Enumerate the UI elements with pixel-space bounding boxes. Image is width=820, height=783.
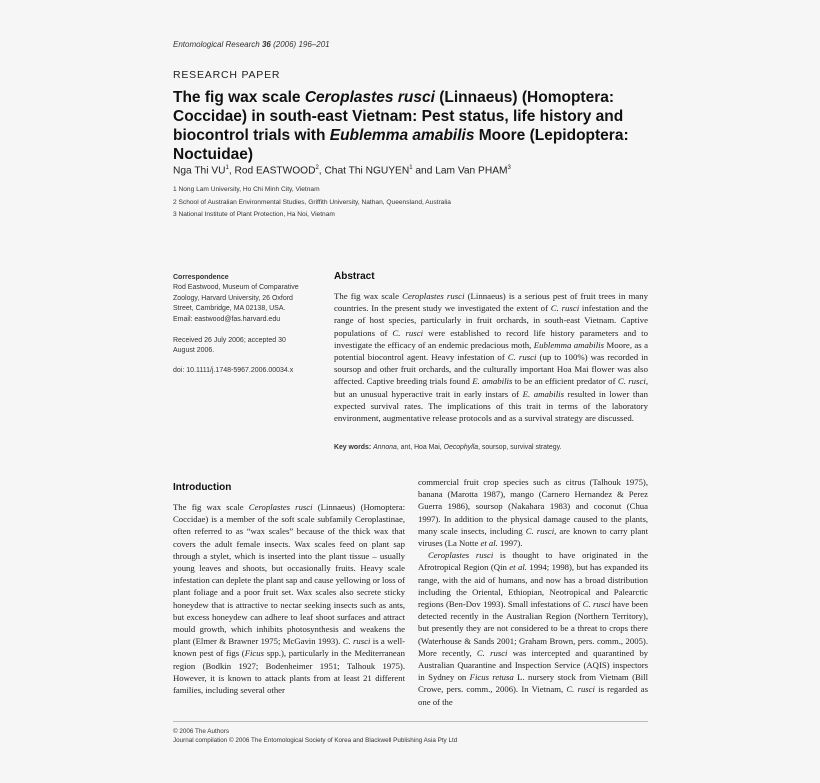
affiliation-3: 3 National Institute of Plant Protection, Ha Noi, Vietnam xyxy=(173,211,335,219)
text-segment: , soursop, survival strategy. xyxy=(478,444,562,451)
text-segment: (up to 100%) was recorded in soursop and other fruit orchards, and the culturally important Hoa Mai flower was also affected. Captive breeding trials found xyxy=(334,352,648,387)
received-line: August 2006. xyxy=(173,347,215,355)
footer-copyright: © 2006 The Authors xyxy=(173,728,229,735)
italic-text-segment: C. rusci xyxy=(476,647,508,658)
text-segment: infestation and the range of host species, particularly in fruit orchards, in south-east Vietnam. Captive populations of xyxy=(334,303,648,338)
italic-text-segment: C. rusci xyxy=(617,376,646,387)
keywords-label: Key words: xyxy=(334,444,372,451)
correspondence-email[interactable]: Email: eastwood@fas.harvard.edu xyxy=(173,315,281,323)
italic-text-segment: Eublemma amabilis xyxy=(533,339,605,350)
italic-text-segment: et al. xyxy=(480,538,498,549)
introduction-paragraph xyxy=(418,549,648,708)
author-list xyxy=(173,165,511,176)
correspondence-line: Street, Cambridge, MA 02138, USA. xyxy=(173,305,286,313)
text-segment: The fig wax scale xyxy=(173,502,249,512)
title-part-2: (Linnaeus) (Homoptera: Coccidae) in south-east Vietnam: Pest status, life history and biocontrol trials with xyxy=(173,89,624,144)
journal-name: Entomological Research xyxy=(173,40,260,49)
text-segment: 1994; 1998), but has expanded its range, with the aid of humans, and now has a broad distribution including the Oriental, Ethiopian, Neotropical and Palearctic regions (Ben-Dov 1993). Small infestations of xyxy=(418,562,649,610)
affiliations xyxy=(173,184,451,222)
text-segment: to be an efficient predator of xyxy=(512,376,618,387)
text-segment: have been detected recently in the Australian Region (Northern Territory), but presently they are not considered to be a threat to crops there (Waterhouse & Sands 2001; Graham Brown, pers. comm., 2005). More recently, xyxy=(418,599,648,658)
author-affiliation-mark: 1 xyxy=(409,165,413,171)
italic-text-segment: E. amabilis xyxy=(522,388,564,399)
author-affiliation-mark: 2 xyxy=(315,165,319,171)
doi[interactable]: doi: 10.1111/j.1748-5967.2006.00034.x xyxy=(173,367,294,374)
text-segment: were established to record life history parameters and to investigate the efficacy of an endemic predacious moth, xyxy=(334,327,648,350)
italic-text-segment: Ficus retusa xyxy=(469,672,514,683)
italic-text-segment: C. rusci xyxy=(507,352,537,363)
affiliation-1: 1 Nong Lam University, Ho Chi Minh City, Vietnam xyxy=(173,186,320,193)
author-name: , Chat Thi NGUYEN xyxy=(318,165,410,177)
introduction-paragraph xyxy=(418,477,648,548)
text-segment: commercial fruit crop species such as citrus (Talhouk 1975), banana (Marotta 1987), mango (Carnero Hernandez & Perez Guerra 1986), soursop (Nakahara 1983) and coconut (Chua 1997). In addition to the physical damage caused to the plants, many scale insects, including xyxy=(418,477,648,536)
journal-pages: (2006) 196–201 xyxy=(273,40,330,49)
text-segment: , but an unusual hyperactive trait in early instars of xyxy=(334,376,649,399)
title-part-1: The fig wax scale xyxy=(173,89,305,106)
correspondence-heading: Correspondence xyxy=(173,274,229,281)
footer-divider xyxy=(173,721,648,722)
footer-journal-compilation: Journal compilation © 2006 The Entomological Society of Korea and Blackwell Publishing Asia Pty Ltd xyxy=(173,737,458,745)
text-segment: spp.), particularly in the Mediterranean region (Bodkin 1927; Bodenheimer 1951; Talhouk 1975). However, it is known to attack plants from at least 21 different families, including several other xyxy=(173,648,405,696)
paper-title xyxy=(173,88,663,164)
section-label: RESEARCH PAPER xyxy=(173,69,281,81)
text-segment: The fig wax scale xyxy=(334,291,403,301)
text-segment: Moore, as a potential biocontrol agent. Heavy infestation of xyxy=(334,339,648,363)
affiliation-2: 2 School of Australian Environmental Studies, Griffith University, Nathan, Queensland, Australia xyxy=(173,198,451,206)
keywords-list xyxy=(371,444,561,451)
italic-text-segment: C. rusci xyxy=(392,327,424,338)
text-segment: , are known to carry plant viruses (La Notte xyxy=(418,525,648,549)
keywords xyxy=(334,444,648,451)
text-segment: (Linnaeus) is a serious pest of fruit trees in many countries. In the present study we investigated the extent of xyxy=(334,291,648,314)
italic-text-segment: C. rusci xyxy=(582,599,611,610)
text-segment: resulted in lower than expected survival rates. The implications of this trait in terms of the laboratory environment, augmentative release protocols and as a survival strategy are discussed. xyxy=(334,388,648,424)
correspondence-line: Zoology, Harvard University, 26 Oxford xyxy=(173,294,293,302)
author-affiliation-mark: 1 xyxy=(225,165,229,171)
italic-text-segment: et al. xyxy=(509,562,527,573)
text-segment: was intercepted and quarantined by Australian Quarantine and Inspection Service (AQIS) inspectors in Sydney on xyxy=(418,647,649,683)
italic-text-segment: Annona xyxy=(373,444,397,451)
footer xyxy=(173,727,457,746)
text-segment: is thought to have originated in the Afrotropical Region (Qin xyxy=(418,550,648,573)
correspondence-line: Rod Eastwood, Museum of Comparative xyxy=(173,284,299,292)
text-segment: L. nursery stock from Vietnam (Bill Crowe, pers. comm., 2006). In Vietnam, xyxy=(418,672,649,695)
received-dates xyxy=(173,336,323,357)
title-agent: Eublemma amabilis xyxy=(329,127,475,144)
introduction-column-right xyxy=(418,476,648,708)
journal-citation xyxy=(173,40,330,49)
abstract-body xyxy=(334,290,648,424)
introduction-column-left xyxy=(173,501,405,696)
title-part-3: Moore (Lepidoptera: Noctuidae) xyxy=(173,127,629,163)
italic-text-segment: C. rusci xyxy=(550,303,580,314)
abstract-heading: Abstract xyxy=(334,271,375,282)
italic-text-segment: Ceroplastes rusci xyxy=(402,291,465,301)
text-segment: 1997). xyxy=(497,538,523,549)
author-affiliation-mark: 3 xyxy=(507,165,511,171)
text-segment: is regarded as one of the xyxy=(418,684,649,707)
italic-text-segment: Oecophylla xyxy=(443,444,479,451)
text-segment: (Linnaeus) (Homoptera: Coccidae) is a member of the soft scale subfamily Ceroplastinae, often referred to as “wax scales” because of the thick wax that covers the adult female insects. Wax scales feed on plant sap through a stylet, which is inserted into the plant tissue – usually young leaves and shoots, but occasionally fruits. Heavy scale infestation can deplete the plant sap and cause yellowing or loss of plant foliage and a poor fruit set. Wax scales also secrete sticky honeydew that is attractive to nectar seeking insects such as ants, but excess honeydew can adhere to leaf shoot surfaces and attract mould growth, which inhibits photosynthesis and weakens the plant (Elmer & Brawner 1975; McGavin 1993). xyxy=(173,502,405,647)
italic-text-segment: C. rusci xyxy=(566,684,595,695)
italic-text-segment: Ceroplastes rusci xyxy=(248,502,313,512)
italic-text-segment: C. rusci xyxy=(342,636,371,647)
title-species: Ceroplastes rusci xyxy=(304,89,435,106)
italic-text-segment: Ceroplastes rusci xyxy=(428,550,494,561)
introduction-heading: Introduction xyxy=(173,482,232,493)
author-name: , Rod EASTWOOD xyxy=(228,165,316,177)
correspondence-block xyxy=(173,273,323,325)
author-name: and Lam Van PHAM xyxy=(412,165,508,177)
received-line: Received 26 July 2006; accepted 30 xyxy=(173,337,286,344)
text-segment: , ant, Hoa Mai, xyxy=(396,444,444,451)
italic-text-segment: E. amabilis xyxy=(472,376,513,387)
text-segment: is a well-known pest of figs ( xyxy=(173,636,405,659)
journal-volume: 36 xyxy=(261,40,271,49)
author-name: Nga Thi VU xyxy=(173,165,226,177)
italic-text-segment: C. rusci xyxy=(525,525,555,536)
italic-text-segment: Ficus xyxy=(244,648,265,659)
